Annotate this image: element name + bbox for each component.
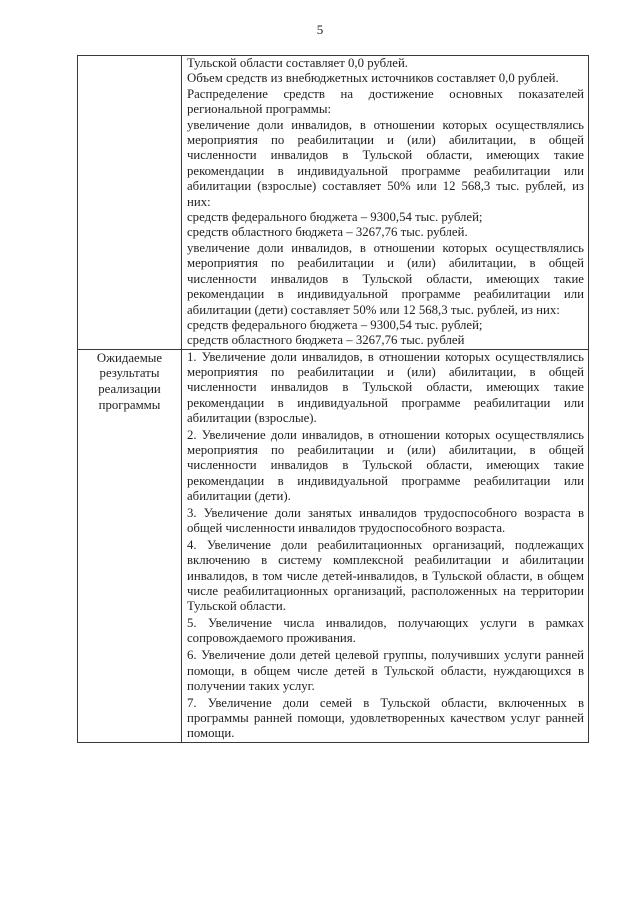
result-item: 6. Увеличение доли детей целевой группы, получивших услуги ранней помощи, в общем числе детей в Тульской области, нуждающихся в получении таких услуг. — [187, 648, 584, 693]
row-label-empty — [78, 56, 182, 350]
result-item: 3. Увеличение доли занятых инвалидов трудоспособного возраста в общей численности инвалидов трудоспособного возраста. — [187, 505, 584, 536]
result-item: 1. Увеличение доли инвалидов, в отношении которых осуществлялись мероприятия по реабилитации и (или) абилитации, в общей численности инвалидов в Тульской области, имеющих такие рекомендации в индивидуальной программе реабилитации или абилитации (взрослые). — [187, 349, 584, 425]
paragraph: Объем средств из внебюджетных источников составляет 0,0 рублей. — [187, 71, 559, 86]
paragraph: средств областного бюджета – 3267,76 тыс. рублей — [187, 333, 465, 348]
result-item: 2. Увеличение доли инвалидов, в отношении которых осуществлялись мероприятия по реабилитации и (или) абилитации, в общей численности инвалидов в Тульской области, имеющих такие рекомендации в индивидуальной программе реабилитации или абилитации (дети). — [187, 427, 584, 503]
page-number: 5 — [316, 22, 324, 37]
paragraph: Тульской области составляет 0,0 рублей. — [187, 56, 408, 70]
table-row — [78, 56, 589, 350]
result-item: 5. Увеличение числа инвалидов, получающих услуги в рамках сопровождаемого проживания. — [187, 616, 584, 646]
result-item: 4. Увеличение доли реабилитационных организаций, подлежащих включению в систему комплексной реабилитации и абилитации инвалидов, в том числе детей-инвалидов, в Тульской области, в общем числе реабилитационных организаций, расположенных на территории Тульской области. — [187, 538, 584, 614]
paragraph: средств федерального бюджета – 9300,54 тыс. рублей; — [187, 210, 483, 225]
row-content — [182, 56, 589, 350]
paragraph: Распределение средств на достижение основных показателей региональной программы: — [187, 86, 584, 117]
row-content — [182, 349, 589, 742]
paragraph: средств областного бюджета – 3267,76 тыс. рублей. — [187, 225, 468, 240]
paragraph: средств федерального бюджета – 9300,54 тыс. рублей; — [187, 317, 483, 332]
row-label-expected-results: Ожидаемые результаты реализации программы — [78, 349, 182, 742]
paragraph: увеличение доли инвалидов, в отношении которых осуществлялись мероприятия по реабилитации и (или) абилитации, в общей численности инвалидов в Тульской области, имеющих такие рекомендации в индивидуальной программе реабилитации или абилитации (взрослые) составляет 50% или 12 568,3 тыс. рублей, из них: — [187, 117, 584, 209]
table-row — [78, 349, 589, 742]
result-item: 7. Увеличение доли семей в Тульской области, включенных в программы ранней помощи, удовлетворенных качеством услуг ранней помощи. — [187, 695, 584, 741]
program-passport-table — [77, 55, 589, 743]
paragraph: увеличение доли инвалидов, в отношении которых осуществлялись мероприятия по реабилитации и (или) абилитации, в общей численности инвалидов в Тульской области, имеющих такие рекомендации в индивидуальной программе реабилитации или абилитации (дети) составляет 50% или 12 568,3 тыс. рублей, из них: — [187, 240, 584, 317]
